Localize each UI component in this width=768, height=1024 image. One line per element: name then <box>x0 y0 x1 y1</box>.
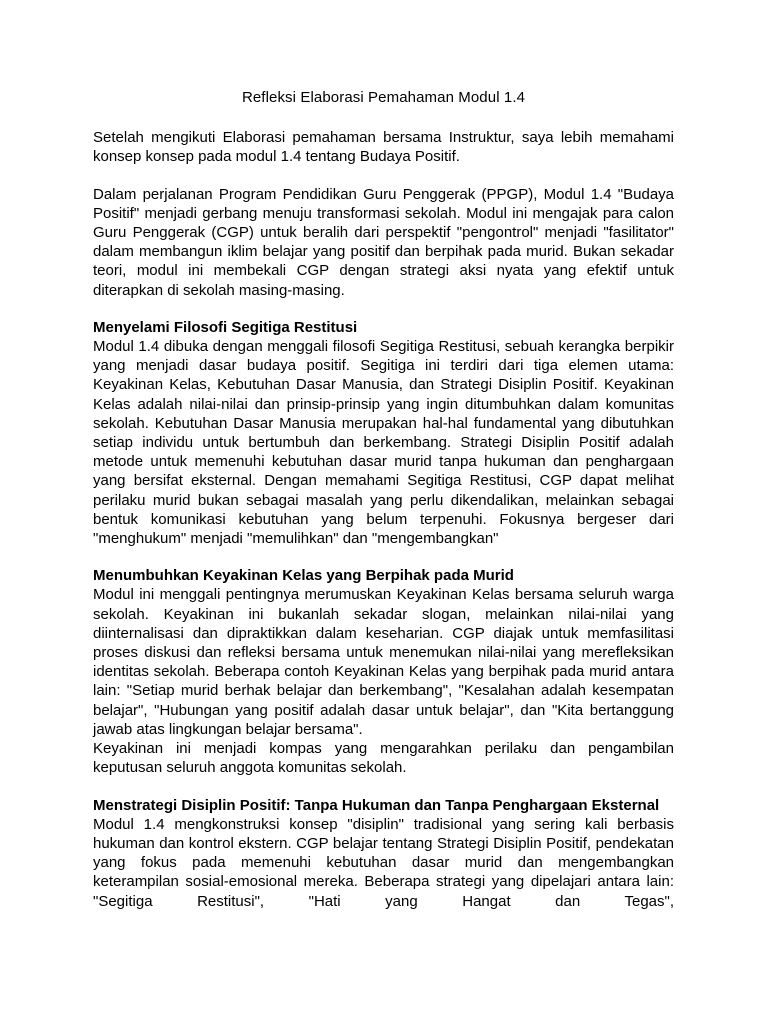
section-heading: Menstrategi Disiplin Positif: Tanpa Hukuman dan Tanpa Penghargaan Eksternal <box>93 796 660 814</box>
section-body: Modul 1.4 mengkonstruksi konsep "disiplin" tradisional yang sering kali berbasis hukuman dan kontrol ekstern. CGP belajar tentang Strategi Disiplin Positif, pendekatan yang fokus pada memenuhi kebutuhan dasar murid dan mengembangkan keterampilan sosial-emosional mereka. Beberapa strategi yang dipelajari antara lain: "Segitiga Restitusi", "Hati yang Hangat dan Tegas", <box>93 815 674 910</box>
section-heading: Menyelami Filosofi Segitiga Restitusi <box>93 318 358 336</box>
section-keyakinan-kelas <box>93 566 674 777</box>
section-segitiga-restitusi <box>93 318 674 548</box>
section-body: Modul 1.4 dibuka dengan menggali filosofi Segitiga Restitusi, sebuah kerangka berpikir yang menjadi dasar budaya positif. Segitiga ini terdiri dari tiga elemen utama: Keyakinan Kelas, Kebutuhan Dasar Manusia, dan Strategi Disiplin Positif. Keyakinan Kelas adalah nilai-nilai dan prinsip-prinsip yang ingin ditumbuhkan dalam komunitas sekolah. Kebutuhan Dasar Manusia merupakan hal-hal fundamental yang dibutuhkan setiap individu untuk bertumbuh dan berkembang. Strategi Disiplin Positif adalah metode untuk memenuhi kebutuhan dasar murid tanpa hukuman dan penghargaan yang bersifat eksternal. Dengan memahami Segitiga Restitusi, CGP dapat melihat perilaku murid bukan sebagai masalah yang perlu dikendalikan, melainkan sebagai bentuk komunikasi kebutuhan yang belum terpenuhi. Fokusnya bergeser dari "menghukum" menjadi "memulihkan" dan "mengembangkan" <box>93 338 674 548</box>
intro-paragraph: Setelah mengikuti Elaborasi pemahaman bersama Instruktur, saya lebih memahami konsep konsep pada modul 1.4 tentang Budaya Positif. <box>93 129 674 166</box>
document-page <box>93 88 674 929</box>
section-heading: Menumbuhkan Keyakinan Kelas yang Berpihak pada Murid <box>93 567 514 585</box>
section-body: Modul ini menggali pentingnya merumuskan Keyakinan Kelas bersama seluruh warga sekolah. Keyakinan ini bukanlah sekadar slogan, melainkan nilai-nilai yang diinternalisasi dan dipraktikkan dalam keseharian. CGP diajak untuk memfasilitasi proses diskusi dan refleksi bersama untuk menemukan nilai-nilai yang merefleksikan identitas sekolah. Beberapa contoh Keyakinan Kelas yang berpihak pada murid antara lain: "Setiap murid berhak belajar dan berkembang", "Kesalahan adalah kesempatan belajar", "Hubungan yang positif adalah dasar untuk belajar", dan "Kita bertanggung jawab atas lingkungan belajar bersama". <box>93 586 674 738</box>
section-body-continued: Keyakinan ini menjadi kompas yang mengarahkan perilaku dan pengambilan keputusan seluruh anggota komunitas sekolah. <box>93 740 674 777</box>
document-title: Refleksi Elaborasi Pemahaman Modul 1.4 <box>241 89 526 106</box>
section-disiplin-positif <box>93 796 674 911</box>
overview-paragraph: Dalam perjalanan Program Pendidikan Guru Penggerak (PPGP), Modul 1.4 "Budaya Positif" menjadi gerbang menuju transformasi sekolah. Modul ini mengajak para calon Guru Penggerak (CGP) untuk beralih dari perspektif "pengontrol" menjadi "fasilitator" dalam membangun iklim belajar yang positif dan berpihak pada murid. Bukan sekadar teori, modul ini membekali CGP dengan strategi aksi nyata yang efektif untuk diterapkan di sekolah masing-masing. <box>93 185 674 299</box>
